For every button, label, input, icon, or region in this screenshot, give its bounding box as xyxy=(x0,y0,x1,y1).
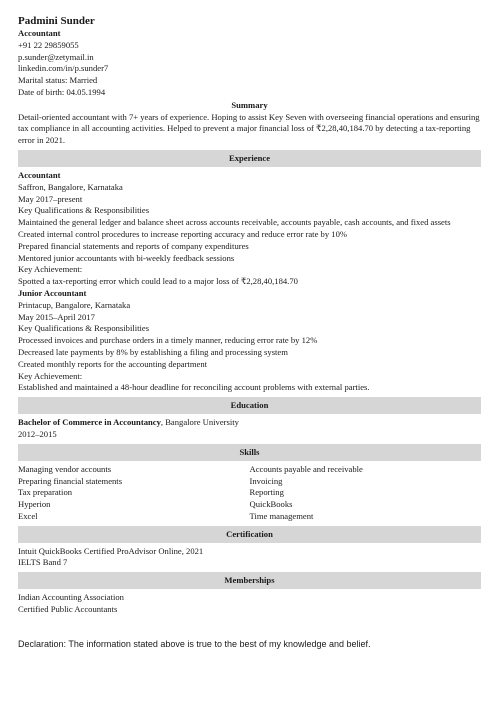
certification-item: Intuit QuickBooks Certified ProAdvisor Online, 2021 xyxy=(18,545,204,556)
skill-item: Excel xyxy=(18,510,38,521)
skills-column-right xyxy=(250,464,482,523)
degree: Bachelor of Commerce in Accountancy xyxy=(18,417,161,428)
summary-text: Detail-oriented accountant with 7+ years of experience. Hoping to assist Key Seven with overseeing financial operations and ensuring tax compliance in all accounting activities. Helped to prevent a major financial loss of ₹2,28,40,184.70 by detecting a tax-reporting error in 2021. xyxy=(18,111,480,146)
declaration: Declaration: The information stated above is true to the best of my knowledge and belief. xyxy=(18,638,371,649)
phone: +91 22 29859055 xyxy=(18,39,79,50)
header xyxy=(18,14,481,99)
duty-item: Prepared financial statements and reports of company expenditures xyxy=(18,240,249,251)
candidate-name: Padmini Sunder xyxy=(18,15,95,27)
job-title: Accountant xyxy=(18,169,61,180)
duty-item: Processed invoices and purchase orders in a timely manner, reducing error rate by 12% xyxy=(18,335,318,346)
marital-status: Marital status: Married xyxy=(18,75,98,86)
achievement-text: Spotted a tax-reporting error which could lead to a major loss of ₹2,28,40,184.70 xyxy=(18,276,298,287)
achievement-text: Established and maintained a 48-hour deadline for reconciling account problems with external parties. xyxy=(18,382,370,393)
certification-list xyxy=(18,546,481,570)
summary-heading: Summary xyxy=(231,99,268,110)
duty-item: Decreased late payments by 8% by establishing a filing and processing system xyxy=(18,346,288,357)
linkedin: linkedin.com/in/p.sunder7 xyxy=(18,63,109,74)
skill-item: Hyperion xyxy=(18,499,51,510)
achievement-label: Key Achievement: xyxy=(18,370,83,381)
memberships-heading: Memberships xyxy=(18,572,481,589)
job-title: Junior Accountant xyxy=(18,287,87,298)
qualifications-label: Key Qualifications & Responsibilities xyxy=(18,205,150,216)
email: p.sunder@zetymail.in xyxy=(18,51,94,62)
school: , Bangalore University xyxy=(160,417,239,428)
memberships-list xyxy=(18,592,481,616)
education-heading: Education xyxy=(18,397,481,414)
skills-list xyxy=(18,464,481,523)
job-dates: May 2017–present xyxy=(18,193,83,204)
skill-item: Managing vendor accounts xyxy=(18,463,112,474)
duty-item: Created internal control procedures to increase reporting accuracy and reduce error rate by 10% xyxy=(18,228,348,239)
job-dates: May 2015–April 2017 xyxy=(18,311,95,322)
date-of-birth: Date of birth: 04.05.1994 xyxy=(18,86,106,97)
membership-item: Certified Public Accountants xyxy=(18,604,118,615)
experience-heading: Experience xyxy=(18,150,481,167)
qualifications-label: Key Qualifications & Responsibilities xyxy=(18,323,150,334)
job-entry xyxy=(18,170,481,288)
membership-item: Indian Accounting Association xyxy=(18,592,124,603)
skill-item: Accounts payable and receivable xyxy=(249,463,363,474)
duty-item: Maintained the general ledger and balance sheet across accounts receivable, accounts payable, cash accounts, and fixed assets xyxy=(18,217,451,228)
job-entry xyxy=(18,288,481,394)
duty-item: Mentored junior accountants with bi-weekly feedback sessions xyxy=(18,252,235,263)
skill-item: Tax preparation xyxy=(18,487,73,498)
job-company: Printacup, Bangalore, Karnataka xyxy=(18,299,131,310)
duty-item: Created monthly reports for the accounting department xyxy=(18,358,207,369)
certification-heading: Certification xyxy=(18,526,481,543)
skill-item: Invoicing xyxy=(249,475,283,486)
skill-item: Time management xyxy=(249,510,314,521)
education-years: 2012–2015 xyxy=(18,428,57,439)
education-entry xyxy=(18,417,481,441)
certification-item: IELTS Band 7 xyxy=(18,557,68,568)
job-title: Accountant xyxy=(18,28,61,38)
skill-item: QuickBooks xyxy=(249,499,293,510)
skill-item: Preparing financial statements xyxy=(18,475,123,486)
skills-column-left xyxy=(18,464,250,523)
skill-item: Reporting xyxy=(249,487,284,498)
summary-section xyxy=(18,100,481,147)
job-company: Saffron, Bangalore, Karnataka xyxy=(18,181,123,192)
skills-heading: Skills xyxy=(18,444,481,461)
achievement-label: Key Achievement: xyxy=(18,264,83,275)
